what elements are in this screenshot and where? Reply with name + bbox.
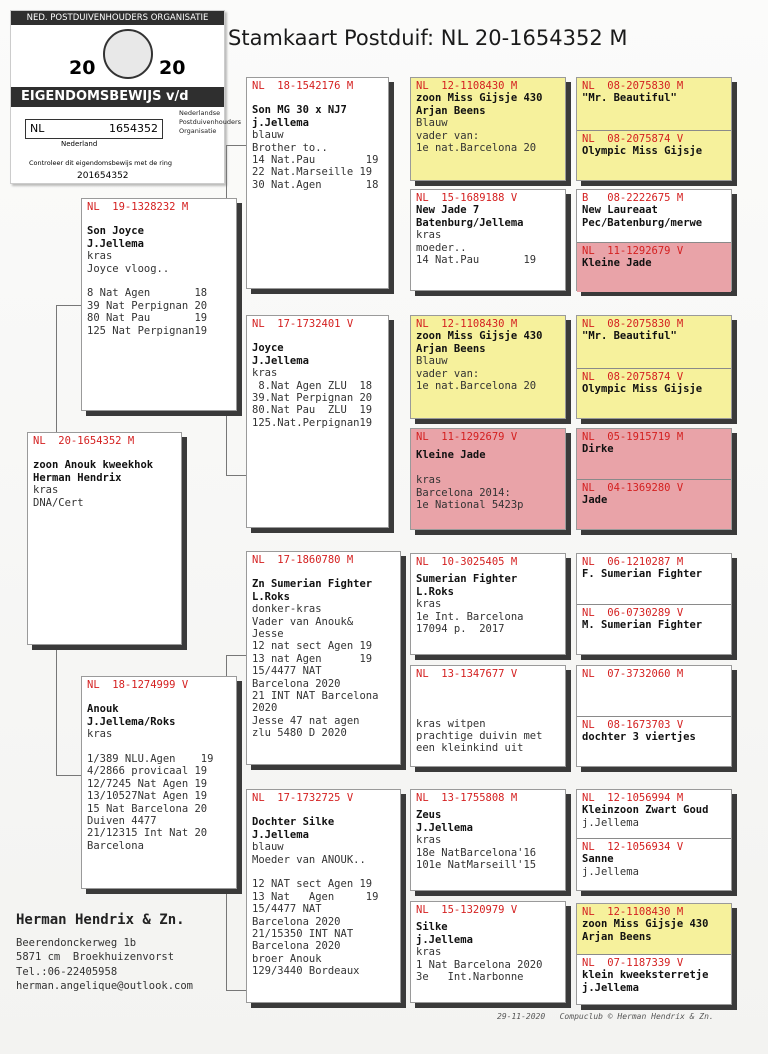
pigeon-name: Kleine Jade xyxy=(582,257,652,270)
pigeon-color: blauw xyxy=(252,841,284,854)
note-line: prachtige duivin met xyxy=(416,730,543,743)
ring-number: NL 12-1056934 V xyxy=(582,841,684,853)
note-line: 1e nat.Barcelona 20 xyxy=(416,380,537,393)
ring-org-name: NED. POSTDUIVENHOUDERS ORGANISATIE xyxy=(11,11,224,25)
note-line: Barcelona 2020 xyxy=(252,940,341,953)
ring-number: NL 12-1108430 M xyxy=(582,906,684,918)
ring-number: NL 11-1292679 V xyxy=(416,431,518,443)
note-line: Jesse 47 nat agen xyxy=(252,714,360,727)
ring-country-name: Nederland xyxy=(61,140,98,148)
note-line xyxy=(87,741,231,753)
note-line: Duiven 4477 xyxy=(87,815,157,828)
pigeon-card-ff xyxy=(246,77,389,289)
connector-line xyxy=(226,990,247,991)
pigeon-name: Silke xyxy=(416,921,448,934)
note-line: 80 Nat Pau 19 xyxy=(87,312,208,325)
breeder-address: Beerendonckerweg 1b xyxy=(16,937,137,949)
pigeon-name: Joyce xyxy=(252,342,284,355)
note-line: Barcelona 2020 xyxy=(252,677,341,690)
ring-number: NL 07-1187339 V xyxy=(582,957,684,969)
pigeon-owner: Arjan Beens xyxy=(416,104,486,117)
pigeon-name: Son MG 30 x NJ7 xyxy=(252,104,347,117)
note-line: DNA/Cert xyxy=(33,496,84,509)
note-line: vader van: xyxy=(416,367,480,380)
pigeon-name: New Jade 7 xyxy=(416,204,480,217)
note-line: 12/7245 Nat Agen 19 xyxy=(87,777,208,790)
pigeon-color: blauw xyxy=(252,129,284,142)
pigeon-owner: Arjan Beens xyxy=(416,342,486,355)
pigeon-card-mff xyxy=(410,553,566,655)
note-line: 4/2866 provicaal 19 xyxy=(87,765,208,778)
note-line: 15 Nat Barcelona 20 xyxy=(87,802,208,815)
note-line: 30 Nat.Agen 18 xyxy=(252,178,379,191)
pigeon-name: F. Sumerian Fighter xyxy=(582,568,703,581)
note-line: Jesse xyxy=(252,628,284,641)
note-line: 21/12315 Int Nat 20 xyxy=(87,827,208,840)
breeder-name: Herman Hendrix & Zn. xyxy=(16,912,185,928)
pigeon-name: zoon Anouk kweekhok xyxy=(33,459,154,472)
ring-number: NL 08-2075874 V xyxy=(582,371,684,383)
note-line: een kleinkind uit xyxy=(416,742,524,755)
ring-number: NL 15-1689188 V xyxy=(416,192,518,204)
note-line xyxy=(252,866,395,878)
footer-credit: 29-11-2020 Compuclub © Herman Hendrix & Zn. xyxy=(497,1012,714,1021)
pigeon-owner: Batenburg/Jellema xyxy=(416,216,524,229)
pigeon-card-subject xyxy=(27,432,182,645)
ring-control-text: Controleer dit eigendomsbewijs met de ring xyxy=(29,159,173,167)
pigeon-name: Olympic Miss Gijsje xyxy=(582,145,703,158)
note-line: vader van: xyxy=(416,129,480,142)
connector-line xyxy=(56,305,57,435)
ring-number: NL 17-1860780 M xyxy=(252,554,354,566)
connector-line xyxy=(56,305,81,306)
pigeon-owner: J.Jellema xyxy=(416,821,473,834)
note-line: 21 INT NAT Barcelona xyxy=(252,690,379,703)
ring-number: NL 12-1108430 M xyxy=(416,80,518,92)
note-line: 12 NAT sect Agen 19 xyxy=(252,878,373,891)
pigeon-color: donker-kras xyxy=(252,603,322,616)
ring-number: B 08-2222675 M xyxy=(582,192,684,204)
pigeon-name: Anouk xyxy=(87,703,119,716)
pigeon-owner: j.Jellema xyxy=(252,116,309,129)
pigeon-name: klein kweeksterretje xyxy=(582,969,709,982)
ring-number: NL 20-1654352 M xyxy=(33,435,135,447)
pigeon-card-mmm xyxy=(410,901,566,1003)
ring-year-left: 20 xyxy=(69,57,96,79)
pigeon-name: Son Joyce xyxy=(87,225,144,238)
ring-number: NL 05-1915719 M xyxy=(582,431,684,443)
ring-number: NL 08-2075874 V xyxy=(582,133,684,145)
note-line: 125 Nat Perpignan19 xyxy=(87,324,208,337)
note-line: 14 Nat.Pau 19 xyxy=(416,254,537,267)
pigeon-color: Blauw xyxy=(416,355,448,368)
pigeon-owner: L.Roks xyxy=(416,585,454,598)
note-line: 1/389 NLU.Agen 19 xyxy=(87,753,214,766)
pigeon-name: Sumerian Fighter xyxy=(416,573,518,586)
note-line: 13/10527Nat Agen 19 xyxy=(87,790,208,803)
pigeon-owner: j.Jellema xyxy=(582,865,639,878)
pigeon-owner: j.Jellema xyxy=(582,981,639,994)
pigeon-color: kras xyxy=(252,367,278,380)
ring-number: NL 04-1369280 V xyxy=(582,482,684,494)
ring-number: NL 12-1108430 M xyxy=(416,318,518,330)
note-line: 8.Nat Agen ZLU 18 xyxy=(252,379,373,392)
ring-number: NL 18-1542176 M xyxy=(252,80,354,92)
note-line xyxy=(416,462,560,474)
pigeon-owner: Arjan Beens xyxy=(582,930,652,943)
gen5-pair-2 xyxy=(576,189,732,291)
breeder-city: 5871 cm Broekhuizenvorst xyxy=(16,951,175,964)
pigeon-name: New Laureaat xyxy=(582,204,658,217)
note-line: broer Anouk xyxy=(252,952,322,965)
lion-emblem-icon xyxy=(103,29,153,79)
note-line xyxy=(87,275,231,287)
pigeon-card-mf xyxy=(246,551,401,765)
ring-number: NL 08-2075830 M xyxy=(582,318,684,330)
pigeon-color: kras xyxy=(87,728,113,741)
gen5-pair-1 xyxy=(576,77,732,181)
pigeon-name: "Mr. Beautiful" xyxy=(582,92,677,105)
note-line: 129/3440 Bordeaux xyxy=(252,965,360,978)
ring-number: NL 17-1732401 V xyxy=(252,318,354,330)
pigeon-name: zoon Miss Gijsje 430 xyxy=(416,330,543,343)
note-line: 1 Nat Barcelona 2020 xyxy=(416,958,543,971)
note-line: Barcelona 2020 xyxy=(252,915,341,928)
ring-number: NL 10-3025405 M xyxy=(416,556,518,568)
pigeon-name: Dirke xyxy=(582,443,614,456)
note-line: 22 Nat.Marseille 19 xyxy=(252,166,373,179)
note-line: 2020 xyxy=(252,702,278,715)
gen5-pair-5 xyxy=(576,553,732,655)
pigeon-card-mother xyxy=(81,676,237,889)
ring-number: NL 08-2075830 M xyxy=(582,80,684,92)
ring-number: NL 17-1732725 V xyxy=(252,792,354,804)
note-line: 18e NatBarcelona'16 xyxy=(416,846,537,859)
connector-line xyxy=(226,655,247,656)
pigeon-name: dochter 3 viertjes xyxy=(582,731,696,744)
note-line: 1e Int. Barcelona xyxy=(416,610,524,623)
ring-country: NL xyxy=(30,122,45,135)
ring-number: NL 11-1292679 V xyxy=(582,245,684,257)
note-line: 80.Nat Pau ZLU 19 xyxy=(252,404,373,417)
pigeon-color: kras xyxy=(33,484,59,497)
pigeon-name: Sanne xyxy=(582,853,614,866)
ring-number: NL 13-1347677 V xyxy=(416,668,518,680)
ring-number: NL 06-0730289 V xyxy=(582,607,684,619)
pigeon-card-ffm xyxy=(410,189,566,291)
note-line: 101e NatMarseill'15 xyxy=(416,859,537,872)
pigeon-card-mm xyxy=(246,789,401,1003)
pigeon-card-father xyxy=(81,198,237,411)
gen5-pair-7 xyxy=(576,789,732,891)
ring-number: NL 13-1755808 M xyxy=(416,792,518,804)
ring-number: NL 12-1056994 M xyxy=(582,792,684,804)
pigeon-name: "Mr. Beautiful" xyxy=(582,330,677,343)
breeder-info xyxy=(16,912,193,994)
ring-number: NL 18-1274999 V xyxy=(87,679,189,691)
note-line: 8 Nat Agen 18 xyxy=(87,287,208,300)
note-line: 17094 p. 2017 xyxy=(416,623,505,636)
ring-year-right: 20 xyxy=(159,57,186,79)
pigeon-name: Zn Sumerian Fighter xyxy=(252,578,373,591)
connector-line xyxy=(56,775,81,776)
breeder-email: herman.angelique@outlook.com xyxy=(16,980,194,993)
pigeon-color: kras xyxy=(416,834,442,847)
pigeon-name: Olympic Miss Gijsje xyxy=(582,383,703,396)
pigeon-card-fff xyxy=(410,77,566,181)
breeder-phone: Tel.:06-22405958 xyxy=(16,965,118,978)
note-line: 15/4477 NAT xyxy=(252,665,322,678)
ring-number: 1654352 xyxy=(109,122,158,135)
pigeon-owner: J.Jellema xyxy=(252,354,309,367)
ring-number: NL 06-1210287 M xyxy=(582,556,684,568)
ring-heading: EIGENDOMSBEWIJS v/d RING xyxy=(11,87,224,107)
note-line: Barcelona 2014: xyxy=(416,486,511,499)
pigeon-name: Jade xyxy=(582,494,608,507)
pigeon-color: kras xyxy=(416,229,442,242)
note-line: Joyce vloog.. xyxy=(87,262,170,275)
pigeon-card-fmm xyxy=(410,428,566,530)
pigeon-color: kras xyxy=(87,250,113,263)
pigeon-name: M. Sumerian Fighter xyxy=(582,619,703,632)
pigeon-color: Blauw xyxy=(416,117,448,130)
pigeon-owner: L.Roks xyxy=(252,590,290,603)
note-line: zlu 5480 D 2020 xyxy=(252,727,347,740)
pigeon-owner: Pec/Batenburg/merwe xyxy=(582,216,703,229)
pigeon-owner: Herman Hendrix xyxy=(33,471,122,484)
pigeon-color: kras xyxy=(416,598,442,611)
pigeon-name: Dochter Silke xyxy=(252,816,335,829)
connector-line xyxy=(226,475,247,476)
pigeon-owner: J.Jellema xyxy=(252,828,309,841)
note-line: 125.Nat.Perpignan19 xyxy=(252,416,373,429)
note-line: Barcelona xyxy=(87,839,144,852)
note-line: 14 Nat.Pau 19 xyxy=(252,154,379,167)
gen5-pair-8 xyxy=(576,903,732,1005)
pigeon-card-fmf xyxy=(410,315,566,419)
page-title: Stamkaart Postduif: NL 20-1654352 M xyxy=(228,26,628,50)
pigeon-owner: j.Jellema xyxy=(416,933,473,946)
note-line: 21/15350 INT NAT xyxy=(252,928,354,941)
pigeon-color: kras xyxy=(416,946,442,959)
ring-number: NL 07-3732060 M xyxy=(582,668,684,680)
gen5-pair-4 xyxy=(576,428,732,530)
note-line: 1e National 5423p xyxy=(416,499,524,512)
note-line: kras xyxy=(416,474,442,487)
ring-number: NL 08-1673703 V xyxy=(582,719,684,731)
note-line: Vader van Anouk& xyxy=(252,615,354,628)
gen5-pair-3 xyxy=(576,315,732,419)
pigeon-owner: J.Jellema/Roks xyxy=(87,715,176,728)
note-line: kras witpen xyxy=(416,717,486,730)
note-line xyxy=(416,680,560,692)
note-line: 1e nat.Barcelona 20 xyxy=(416,142,537,155)
ring-code: 201654352 xyxy=(77,171,129,181)
pigeon-card-mmf xyxy=(410,789,566,891)
pigeon-owner: J.Jellema xyxy=(87,237,144,250)
pigeon-card-fm xyxy=(246,315,389,528)
connector-line xyxy=(226,145,247,146)
note-line: 39 Nat Perpignan 20 xyxy=(87,299,208,312)
ring-number-box xyxy=(25,119,163,139)
pigeon-owner: j.Jellema xyxy=(582,816,639,829)
note-line: 15/4477 NAT xyxy=(252,903,322,916)
gen5-pair-6 xyxy=(576,665,732,767)
ring-ownership-card xyxy=(10,10,242,184)
pigeon-name: zoon Miss Gijsje 430 xyxy=(416,92,543,105)
note-line: 3e Int.Narbonne xyxy=(416,971,524,984)
note-line: Moeder van ANOUK.. xyxy=(252,853,366,866)
pigeon-name: Kleinzoon Zwart Goud xyxy=(582,804,709,817)
ring-side-text: Nederlandse Postduivenhouders Organisatie xyxy=(179,109,242,135)
note-line: moeder.. xyxy=(416,241,467,254)
note-line: 13 Nat Agen 19 xyxy=(252,890,379,903)
connector-line xyxy=(56,645,57,775)
ring-number: NL 15-1320979 V xyxy=(416,904,518,916)
pigeon-name: zoon Miss Gijsje 430 xyxy=(582,918,709,931)
note-line: 39.Nat Perpignan 20 xyxy=(252,392,373,405)
note-line: Brother to.. xyxy=(252,141,328,154)
note-line xyxy=(416,705,560,717)
note-line: 13 nat Agen 19 xyxy=(252,652,373,665)
note-line: 12 nat sect Agen 19 xyxy=(252,640,373,653)
pigeon-name: Zeus xyxy=(416,809,442,822)
note-line xyxy=(416,693,560,705)
pigeon-card-mfm xyxy=(410,665,566,767)
pigeon-name: Kleine Jade xyxy=(416,449,486,462)
ring-number: NL 19-1328232 M xyxy=(87,201,189,213)
